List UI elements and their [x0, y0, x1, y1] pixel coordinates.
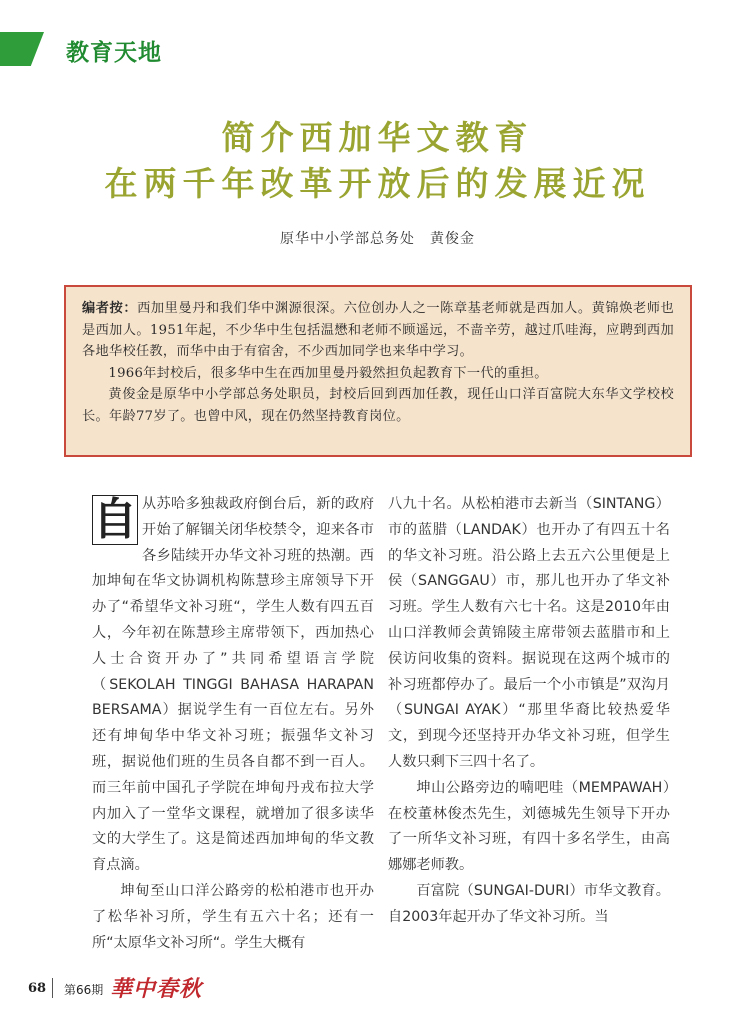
article-column-right	[388, 492, 670, 931]
body-paragraph-1	[92, 492, 374, 879]
page-number: 68	[28, 981, 47, 996]
drop-cap: 自	[93, 494, 137, 545]
body-paragraph-2: 坤甸至山口洋公路旁的松柏港市也开办了松华补习所，学生有五六十名；还有一所“太原华文补习所“。学生大概有	[92, 882, 374, 951]
editor-note-text-1: 西加里曼丹和我们华中渊源很深。六位创办人之一陈章基老师就是西加人。黄锦焕老师也是西加人。1951年起，不少华中生包括温懋和老师不顾遥远，不啬辛劳，越过爪哇海，应聘到西加各地华校任教，而华中由于有宿舍，不少西加同学也来华中学习。	[82, 301, 675, 359]
editor-note-paragraph-2: 1966年封校后，很多华中生在西加里曼丹毅然担负起教育下一代的重担。	[108, 365, 548, 381]
magazine-logo: 華中春秋	[110, 976, 203, 1002]
body-paragraph-5: 百富院（SUNGAI-DURI）市华文教育。自2003年起开办了华文补习所。当	[388, 882, 670, 925]
article-column-left	[92, 492, 374, 956]
article-title-line1: 简介西加华文教育	[221, 118, 534, 157]
editor-note-lead: 编者按：	[82, 301, 138, 316]
footer-divider	[52, 978, 53, 998]
body-paragraph-3: 八九十名。从松柏港市去新当（SINTANG）市的蓝腊（LANDAK）也开办了有四五十名的华文补习班。沿公路上去五六公里便是上侯（SANGGAU）市，那儿也开办了华文补习班。学生人数有六七十名。这是2010年由山口洋教师会黄锦陵主席带领去蓝腊市和上侯访问收集的资料。据说现在这两个城市的补习班都停办了。最后一个小市镇是”双沟月（SUNGAI AYAK）“那里华裔比较热爱华文，到现今还坚持开办华文补习班，但学生人数只剩下三四十名了。	[388, 496, 670, 770]
section-header	[0, 32, 300, 68]
article-author: 原华中小学部总务处 黄俊金	[280, 231, 475, 247]
editor-note-paragraph-3: 黄俊金是原华中小学部总务处职员，封校后回到西加任教，现任山口洋百富院大东华文学校校长。年龄77岁了。也曾中风，现在仍然坚持教育岗位。	[82, 387, 674, 424]
editor-note-box	[64, 285, 692, 457]
section-accent-bar	[0, 32, 44, 66]
section-label: 教育天地	[66, 39, 162, 66]
body-paragraph-1-text: 从苏哈多独裁政府倒台后，新的政府开始了解锢关闭华校禁令，迎来各市各乡陆续开办华文补习班的热潮。西加坤甸在华文协调机构陈慧珍主席领导下开办了“希望华文补习班“，学生人数有四五百人，今年初在陈慧珍主席带领下，西加热心人士合资开办了”共同希望语言学院（SEKOLAH TINGGI BAHASA HARAPAN BERSAMA）据说学生有一百位左右。另外还有坤甸华中华文补习班；振强华文补习班，据说他们班的生员各自都不到一百人。而三年前中国孔子学院在坤甸丹戎布拉大学内加入了一堂华文课程，就增加了很多读华文的大学生了。这是简述西加坤甸的华文教育点滴。	[92, 496, 374, 874]
article-title-line2: 在两千年改革开放后的发展近况	[104, 164, 651, 203]
body-paragraph-4: 坤山公路旁边的喃吧哇（MEMPAWAH）在校董林俊杰先生，刘德城先生领导下开办了一所华文补习班，有四十多名学生，由高娜娜老师教。	[388, 779, 670, 874]
page-footer	[28, 978, 428, 1008]
issue-number: 第66期	[64, 983, 104, 997]
editor-note-paragraph-1	[82, 298, 674, 363]
